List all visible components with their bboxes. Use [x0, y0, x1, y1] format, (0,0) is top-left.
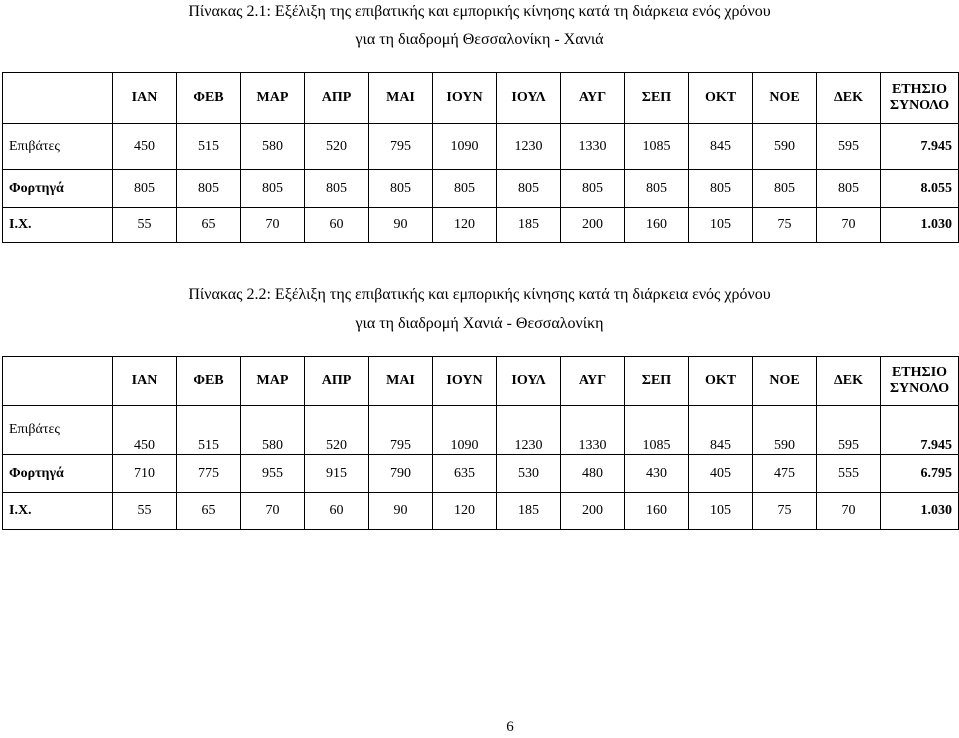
value-cell: 915: [305, 455, 369, 493]
value-cell: 805: [753, 170, 817, 208]
table2: [2, 356, 959, 530]
value-cell: 1330: [561, 124, 625, 170]
value-cell: 200: [561, 208, 625, 243]
value-cell: 65: [177, 493, 241, 530]
value-cell: 555: [817, 455, 881, 493]
month-header-2: ΦΕΒ: [177, 73, 241, 124]
value-cell: 520: [305, 406, 369, 455]
value-cell: 1230: [497, 124, 561, 170]
value-cell: 55: [113, 493, 177, 530]
value-cell: 805: [689, 170, 753, 208]
value-cell: 65: [177, 208, 241, 243]
value-cell: 710: [113, 455, 177, 493]
value-cell: 1330: [561, 406, 625, 455]
table1-header-row: [3, 73, 959, 124]
value-cell: 120: [433, 208, 497, 243]
table1: [2, 72, 959, 243]
month-header-4: ΑΠΡ: [305, 357, 369, 406]
month-header-12: ΔΕΚ: [817, 73, 881, 124]
page-number: 6: [506, 719, 514, 735]
value-cell: 635: [433, 455, 497, 493]
value-cell: 805: [817, 170, 881, 208]
table-row: [3, 406, 959, 455]
value-cell: 845: [689, 124, 753, 170]
table-row: [3, 455, 959, 493]
month-header-11: ΝΟΕ: [753, 73, 817, 124]
value-cell: 805: [561, 170, 625, 208]
value-cell: 790: [369, 455, 433, 493]
value-cell: 1085: [625, 124, 689, 170]
value-cell: 160: [625, 208, 689, 243]
value-cell: 805: [305, 170, 369, 208]
value-cell: 480: [561, 455, 625, 493]
month-header-1: ΙΑΝ: [113, 357, 177, 406]
total-header-line1: ΕΤΗΣΙΟ: [891, 365, 948, 380]
month-header-7: ΙΟΥΛ: [497, 357, 561, 406]
value-cell: 160: [625, 493, 689, 530]
value-cell: 1090: [433, 406, 497, 455]
table-row: [3, 208, 959, 243]
month-header-8: ΑΥΓ: [561, 73, 625, 124]
value-cell: 200: [561, 493, 625, 530]
value-cell: 105: [689, 208, 753, 243]
value-cell: 450: [113, 406, 177, 455]
table-row: [3, 493, 959, 530]
value-cell: 805: [625, 170, 689, 208]
value-cell: 805: [177, 170, 241, 208]
value-cell: 595: [817, 406, 881, 455]
value-cell: 590: [753, 406, 817, 455]
value-cell: 1090: [433, 124, 497, 170]
value-cell: 515: [177, 124, 241, 170]
value-cell: 475: [753, 455, 817, 493]
value-cell: 450: [113, 124, 177, 170]
value-cell: 590: [753, 124, 817, 170]
total-header: [881, 357, 959, 406]
value-cell: 795: [369, 124, 433, 170]
row-label: Επιβάτες: [3, 124, 113, 170]
table1-caption-line2: για τη διαδρομή Θεσσαλονίκη - Χανιά: [355, 31, 604, 48]
value-cell: 955: [241, 455, 305, 493]
table-row: [3, 124, 959, 170]
total-cell: 7.945: [881, 124, 959, 170]
value-cell: 595: [817, 124, 881, 170]
value-cell: 75: [753, 493, 817, 530]
total-cell: 1.030: [881, 493, 959, 530]
value-cell: 515: [177, 406, 241, 455]
month-header-5: ΜΑΙ: [369, 357, 433, 406]
value-cell: 805: [113, 170, 177, 208]
value-cell: 70: [817, 493, 881, 530]
value-cell: 1230: [497, 406, 561, 455]
value-cell: 805: [433, 170, 497, 208]
table2-caption-line2: για τη διαδρομή Χανιά - Θεσσαλονίκη: [355, 315, 604, 332]
value-cell: 805: [241, 170, 305, 208]
month-header-5: ΜΑΙ: [369, 73, 433, 124]
value-cell: 70: [241, 208, 305, 243]
month-header-9: ΣΕΠ: [625, 73, 689, 124]
month-header-1: ΙΑΝ: [113, 73, 177, 124]
table1-caption-line1: Πίνακας 2.1: Εξέλιξη της επιβατικής και εμπορικής κίνησης κατά τη διάρκεια ενός χρόνου: [188, 3, 771, 20]
value-cell: 775: [177, 455, 241, 493]
row-label: Φορτηγά: [3, 170, 113, 208]
value-cell: 1085: [625, 406, 689, 455]
value-cell: 60: [305, 208, 369, 243]
value-cell: 795: [369, 406, 433, 455]
total-cell: 6.795: [881, 455, 959, 493]
row-label: Φορτηγά: [3, 455, 113, 493]
value-cell: 805: [497, 170, 561, 208]
value-cell: 520: [305, 124, 369, 170]
row-label: Επιβάτες: [3, 406, 113, 455]
table2-caption-line1: Πίνακας 2.2: Εξέλιξη της επιβατικής και εμπορικής κίνησης κατά τη διάρκεια ενός χρόνου: [188, 286, 771, 303]
total-cell: 1.030: [881, 208, 959, 243]
value-cell: 185: [497, 493, 561, 530]
value-cell: 120: [433, 493, 497, 530]
table-row: [3, 170, 959, 208]
value-cell: 60: [305, 493, 369, 530]
month-header-10: ΟΚΤ: [689, 73, 753, 124]
month-header-6: ΙΟΥΝ: [433, 357, 497, 406]
value-cell: 55: [113, 208, 177, 243]
month-header-10: ΟΚΤ: [689, 357, 753, 406]
table2-header-row: [3, 357, 959, 406]
row-label: Ι.Χ.: [3, 493, 113, 530]
month-header-6: ΙΟΥΝ: [433, 73, 497, 124]
value-cell: 805: [369, 170, 433, 208]
table1-corner-cell: [3, 73, 113, 124]
total-cell: 7.945: [881, 406, 959, 455]
value-cell: 530: [497, 455, 561, 493]
value-cell: 105: [689, 493, 753, 530]
value-cell: 90: [369, 208, 433, 243]
month-header-12: ΔΕΚ: [817, 357, 881, 406]
total-header-line2: ΣΥΝΟΛΟ: [889, 381, 950, 396]
value-cell: 405: [689, 455, 753, 493]
value-cell: 70: [241, 493, 305, 530]
row-label: Ι.Χ.: [3, 208, 113, 243]
month-header-7: ΙΟΥΛ: [497, 73, 561, 124]
month-header-4: ΑΠΡ: [305, 73, 369, 124]
month-header-3: ΜΑΡ: [241, 357, 305, 406]
value-cell: 580: [241, 124, 305, 170]
value-cell: 430: [625, 455, 689, 493]
month-header-2: ΦΕΒ: [177, 357, 241, 406]
value-cell: 845: [689, 406, 753, 455]
table2-corner-cell: [3, 357, 113, 406]
month-header-3: ΜΑΡ: [241, 73, 305, 124]
total-cell: 8.055: [881, 170, 959, 208]
total-header-line1: ΕΤΗΣΙΟ: [891, 82, 948, 97]
value-cell: 75: [753, 208, 817, 243]
value-cell: 90: [369, 493, 433, 530]
value-cell: 185: [497, 208, 561, 243]
month-header-8: ΑΥΓ: [561, 357, 625, 406]
month-header-11: ΝΟΕ: [753, 357, 817, 406]
value-cell: 70: [817, 208, 881, 243]
value-cell: 580: [241, 406, 305, 455]
total-header-line2: ΣΥΝΟΛΟ: [889, 98, 950, 113]
total-header: [881, 73, 959, 124]
month-header-9: ΣΕΠ: [625, 357, 689, 406]
